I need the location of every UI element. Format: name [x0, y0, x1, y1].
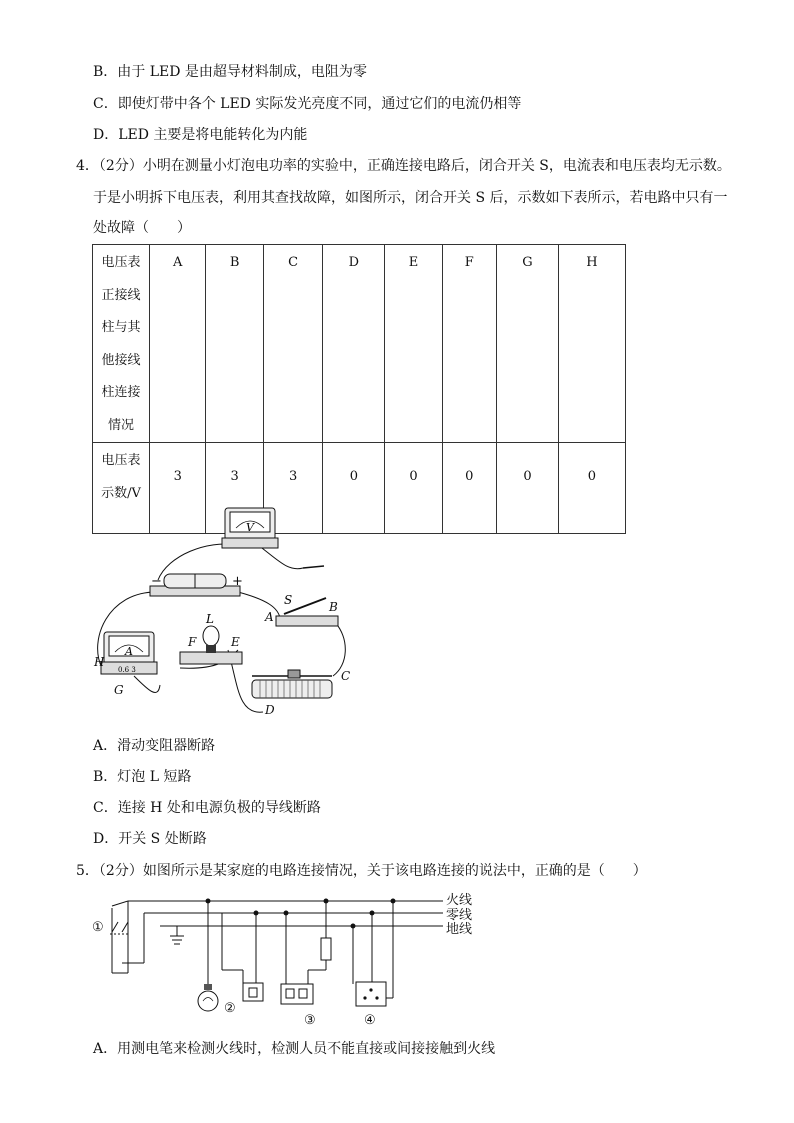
table-row	[93, 245, 626, 443]
column-header-h: H	[558, 245, 625, 443]
cell-a: 3	[150, 443, 206, 534]
header-text: 柱连接	[101, 385, 141, 400]
header-text: 柱与其	[101, 320, 141, 335]
q4-stem-line2: 于是小明拆下电压表，利用其查找故障，如图所示，闭合开关 S 后，示数如下表所示，若电路中只有一	[93, 190, 728, 206]
q3-option-d: D．LED 主要是将电能转化为内能	[93, 127, 308, 143]
q3-option-c: C．即使灯带中各个 LED 实际发光亮度不同，通过它们的电流仍相等	[93, 96, 522, 112]
point-h: H	[94, 655, 105, 669]
circle-label-2: ②	[224, 1001, 236, 1016]
row-header-connection	[93, 245, 150, 443]
point-g: G	[114, 683, 124, 697]
q4-option-a: A．滑动变阻器断路	[93, 738, 216, 754]
circuit-figure	[88, 500, 368, 725]
bulb-label: L	[206, 612, 214, 626]
point-d: D	[265, 703, 275, 717]
main-switch-icon	[110, 922, 128, 934]
point-a: A	[265, 610, 274, 624]
circle-label-4: ④	[364, 1013, 376, 1028]
q3-option-b: B．由于 LED 是由超导材料制成，电阻为零	[93, 64, 367, 80]
q4-stem-line1: 4．（2分）小明在测量小灯泡电功率的实验中，正确连接电路后，闭合开关 S，电流表和电压表均无示数。	[76, 158, 731, 174]
ammeter-icon	[101, 632, 157, 674]
voltage-table	[92, 244, 626, 534]
q5-option-a: A．用测电笔来检测火线时，检测人员不能直接或间接接触到火线	[93, 1041, 496, 1057]
cell-b: 3	[206, 443, 263, 534]
cell-d: 0	[323, 443, 385, 534]
column-header-c: C	[263, 245, 323, 443]
voltmeter-icon	[222, 508, 278, 548]
q5-stem: 5．（2分）如图所示是某家庭的电路连接情况，关于该电路连接的说法中，正确的是（ ）	[76, 863, 647, 879]
header-text: 情况	[107, 417, 134, 433]
column-header-a: A	[150, 245, 206, 443]
header-text: 电压表	[101, 255, 141, 270]
q4-option-c: C．连接 H 处和电源负极的导线断路	[93, 800, 321, 816]
household-circuit-figure	[88, 888, 488, 1033]
ammeter-label: A	[125, 645, 133, 658]
circle-label-1: ①	[92, 920, 104, 935]
neutral-wire-label: 零线	[446, 908, 473, 923]
cell-h: 0	[558, 443, 625, 534]
cell-c: 3	[263, 443, 323, 534]
cell-e: 0	[385, 443, 442, 534]
point-f: F	[188, 635, 197, 649]
column-header-d: D	[323, 245, 385, 443]
header-text: 示数/V	[101, 485, 141, 501]
live-wire-label: 火线	[446, 893, 473, 908]
battery-icon	[150, 574, 243, 596]
ammeter-terminals: 0.6 3	[118, 666, 136, 674]
column-header-e: E	[385, 245, 442, 443]
ground-wire-label: 地线	[446, 922, 473, 937]
q4-option-d: D．开关 S 处断路	[93, 831, 207, 847]
circle-label-3: ③	[304, 1013, 316, 1028]
lamp-icon	[198, 984, 218, 1011]
q4-stem-line3: 处故障（ ）	[93, 220, 191, 236]
header-text: 正接线	[101, 287, 141, 303]
battery-plus: +	[232, 574, 243, 589]
header-text: 电压表	[101, 453, 141, 468]
column-header-b: B	[206, 245, 263, 443]
point-e: E	[231, 635, 240, 649]
point-b: B	[329, 600, 338, 614]
column-header-g: G	[497, 245, 559, 443]
cell-f: 0	[442, 443, 497, 534]
battery-minus: −	[151, 574, 162, 589]
point-c: C	[341, 669, 351, 683]
rheostat-icon	[252, 670, 332, 698]
header-text: 他接线	[101, 352, 141, 368]
column-header-f: F	[442, 245, 497, 443]
cell-g: 0	[497, 443, 559, 534]
switch-label: S	[284, 593, 293, 607]
q4-option-b: B．灯泡 L 短路	[93, 769, 192, 785]
voltmeter-label: V	[246, 521, 254, 534]
